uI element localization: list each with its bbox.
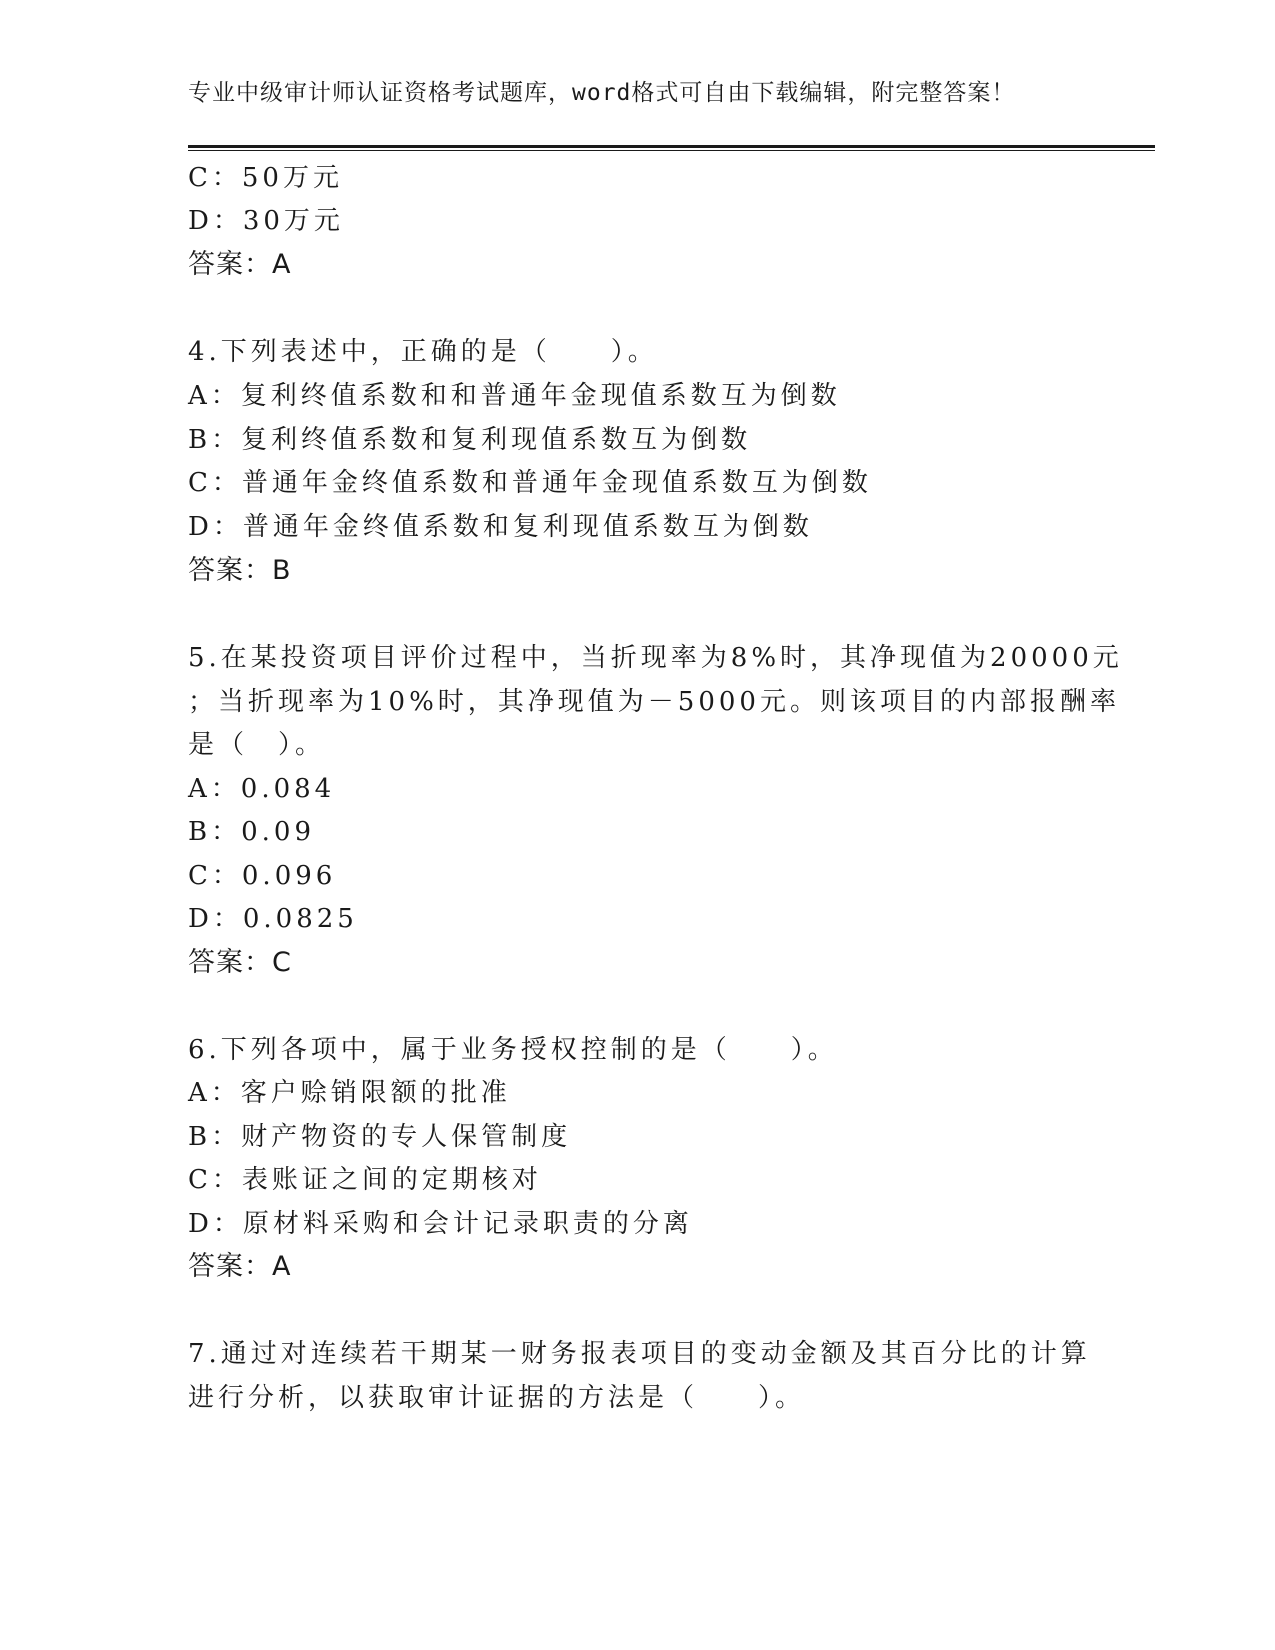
q4-option-b: B：复利终值系数和复利现值系数互为倒数 [188,425,752,455]
q3-option-d: D：30万元 [188,206,344,236]
q5-option-d: D：0.0825 [188,904,358,934]
q5-stem-line3: 是（ ）。 [188,730,326,760]
q4-stem: 4.下列表述中，正确的是（ ）。 [188,337,658,367]
q5-stem-line2: ；当折现率为10%时，其净现值为－5000元。则该项目的内部报酬率 [188,687,1120,717]
q6-stem: 6.下列各项中，属于业务授权控制的是（ ）。 [188,1035,838,1065]
q5-stem-line1: 5.在某投资项目评价过程中，当折现率为8%时，其净现值为20000元 [188,643,1123,673]
q5-option-c: C：0.096 [188,861,337,891]
q7-stem-line1: 7.通过对连续若干期某一财务报表项目的变动金额及其百分比的计算 [188,1339,1091,1369]
q5-answer: 答案：C [188,947,292,978]
q4-option-d: D：普通年金终值系数和复利现值系数互为倒数 [188,512,813,542]
q6-option-d: D：原材料采购和会计记录职责的分离 [188,1209,693,1239]
q4-option-a: A：复利终值系数和和普通年金现值系数互为倒数 [188,381,841,411]
q4-option-c: C：普通年金终值系数和普通年金现值系数互为倒数 [188,468,872,498]
q5-option-b: B：0.09 [188,817,315,847]
q6-option-a: A：客户赊销限额的批准 [188,1078,511,1108]
q7-stem-line2: 进行分析，以获取审计证据的方法是（ ）。 [188,1383,806,1413]
header-rule-thin [188,150,1155,151]
q3-answer: 答案：A [188,249,292,280]
q6-answer: 答案：A [188,1251,292,1282]
header-text: 专业中级审计师认证资格考试题库，word格式可自由下载编辑，附完整答案！ [188,80,1016,106]
q6-option-c: C：表账证之间的定期核对 [188,1165,542,1195]
q4-answer: 答案：B [188,555,292,586]
q6-option-b: B：财产物资的专人保管制度 [188,1122,572,1152]
q5-option-a: A：0.084 [188,774,336,804]
header-rule-thick [188,145,1155,148]
q3-option-c: C：50万元 [188,163,343,193]
